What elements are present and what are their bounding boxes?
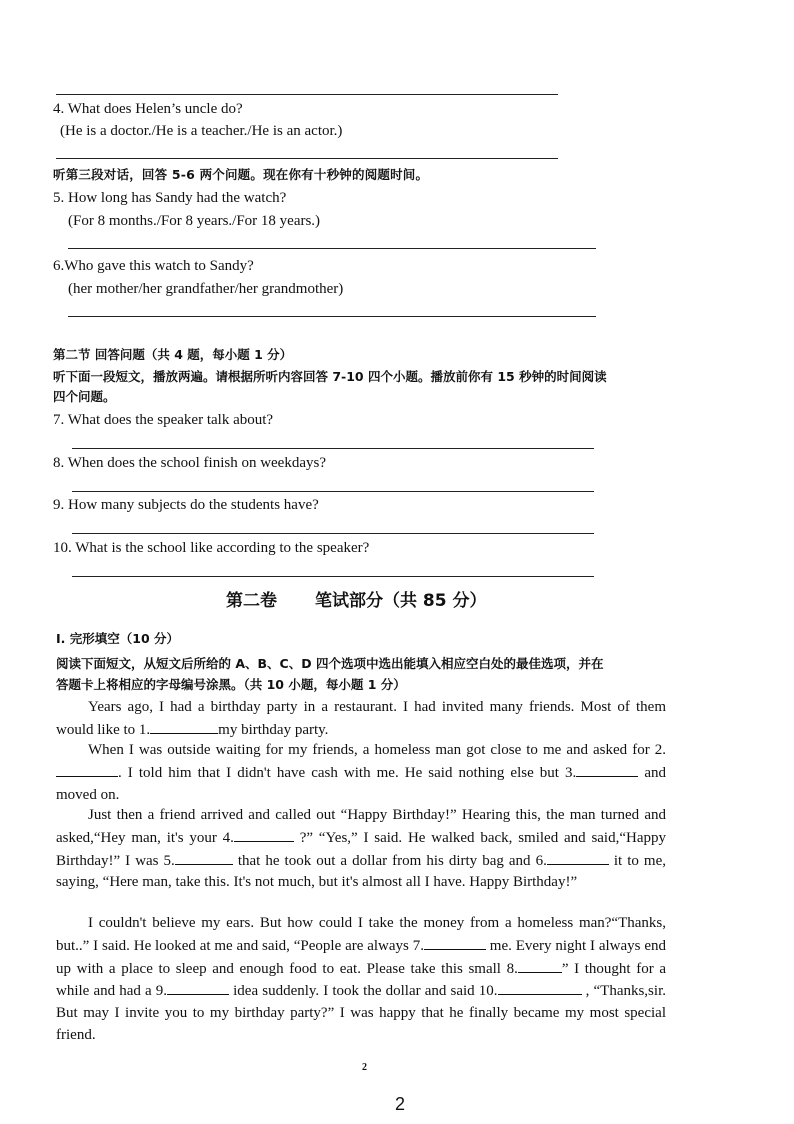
page-number-large: 2 [395, 1094, 406, 1114]
volume-2-title-right: 笔试部分（共 85 分） [315, 591, 487, 611]
answer-line [72, 576, 594, 577]
blank-7 [424, 935, 486, 950]
question-6-options: (her mother/her grandfather/her grandmother) [68, 281, 344, 297]
cloze-paragraph-2: When I was outside waiting for my friends, a homeless man got close to me and asked for 2.. I told him that I didn't have cash with me. He said nothing else but 3. and moved on. [56, 742, 666, 803]
cloze-paragraph-4: I couldn't believe my ears. But how could I take the money from a homeless man?“Thanks, but..” I said. He looked at me and said, “People are always 7. me. Every night I always end up with a place to sleep and enough food to eat. Please take this small 8. ” I thought for a while and had a 9. idea suddenly. I took the dollar and said 10. , “Thanks,sir. But may I invite you to my birthday party?” I was happy that he finally became my most special friend. [56, 915, 667, 1043]
answer-line [68, 316, 596, 317]
answer-line [72, 448, 594, 449]
question-5: 5. How long has Sandy had the watch? [53, 190, 287, 206]
part-2-instruction-line1: 听下面一段短文，播放两遍。请根据所听内容回答 7-10 四个小题。播放前你有 15 秒钟的时间阅读 [53, 369, 607, 384]
blank-4 [234, 827, 294, 842]
answer-line [56, 158, 558, 159]
blank-1 [150, 719, 218, 734]
cloze-paragraph-1: Years ago, I had a birthday party in a restaurant. I had invited many friends. Most of them would like to 1. my birthday party. [56, 699, 666, 738]
question-7: 7. What does the speaker talk about? [53, 412, 274, 428]
question-10: 10. What is the school like according to the speaker? [53, 540, 370, 556]
cloze-instruction-line1: 阅读下面短文，从短文后所给的 A、B、C、D 四个选项中选出能填入相应空白处的最佳选项，并在 [56, 656, 604, 671]
answer-line [72, 491, 594, 492]
question-9: 9. How many subjects do the students have? [53, 497, 319, 513]
blank-10 [498, 980, 582, 995]
question-8: 8. When does the school finish on weekdays? [53, 455, 326, 471]
cloze-heading: I. 完形填空（10 分） [56, 631, 179, 646]
blank-6 [547, 850, 609, 865]
question-5-options: (For 8 months./For 8 years./For 18 years.) [68, 213, 321, 229]
question-4: 4. What does Helen’s uncle do? [53, 101, 243, 117]
blank-8 [518, 958, 562, 973]
answer-line [72, 533, 594, 534]
blank-3 [576, 762, 638, 777]
answer-line [68, 248, 596, 249]
blank-2 [56, 762, 118, 777]
answer-line [56, 94, 558, 95]
part-2-instruction-line2: 四个问题。 [53, 389, 116, 404]
volume-2-title [226, 592, 487, 610]
blank-5 [175, 850, 233, 865]
question-6: 6.Who gave this watch to Sandy? [53, 258, 254, 274]
blank-9 [167, 980, 229, 995]
section-3-instruction: 听第三段对话，回答 5-6 两个问题。现在你有十秒钟的阅题时间。 [53, 167, 429, 182]
question-4-options: (He is a doctor./He is a teacher./He is an actor.) [60, 123, 343, 139]
cloze-paragraph-3: Just then a friend arrived and called out “Happy Birthday!” Hearing this, the man turned and asked,“Hey man, it's your 4. ?” “Yes,” I said. He walked back, smiled and said,“Happy Birthday!” I was 5. that he took out a dollar from his dirty bag and 6. it to me, saying, “Here man, take this. It's not much, but it's almost all I have. Happy Birthday!” [56, 807, 667, 891]
part-2-heading: 第二节 回答问题（共 4 题，每小题 1 分） [53, 347, 293, 362]
volume-2-title-left: 第二卷 [226, 591, 277, 611]
page-number-small: 2 [362, 1062, 367, 1073]
cloze-instruction-line2: 答题卡上将相应的字母编号涂黑。（共 10 小题，每小题 1 分） [56, 677, 406, 692]
